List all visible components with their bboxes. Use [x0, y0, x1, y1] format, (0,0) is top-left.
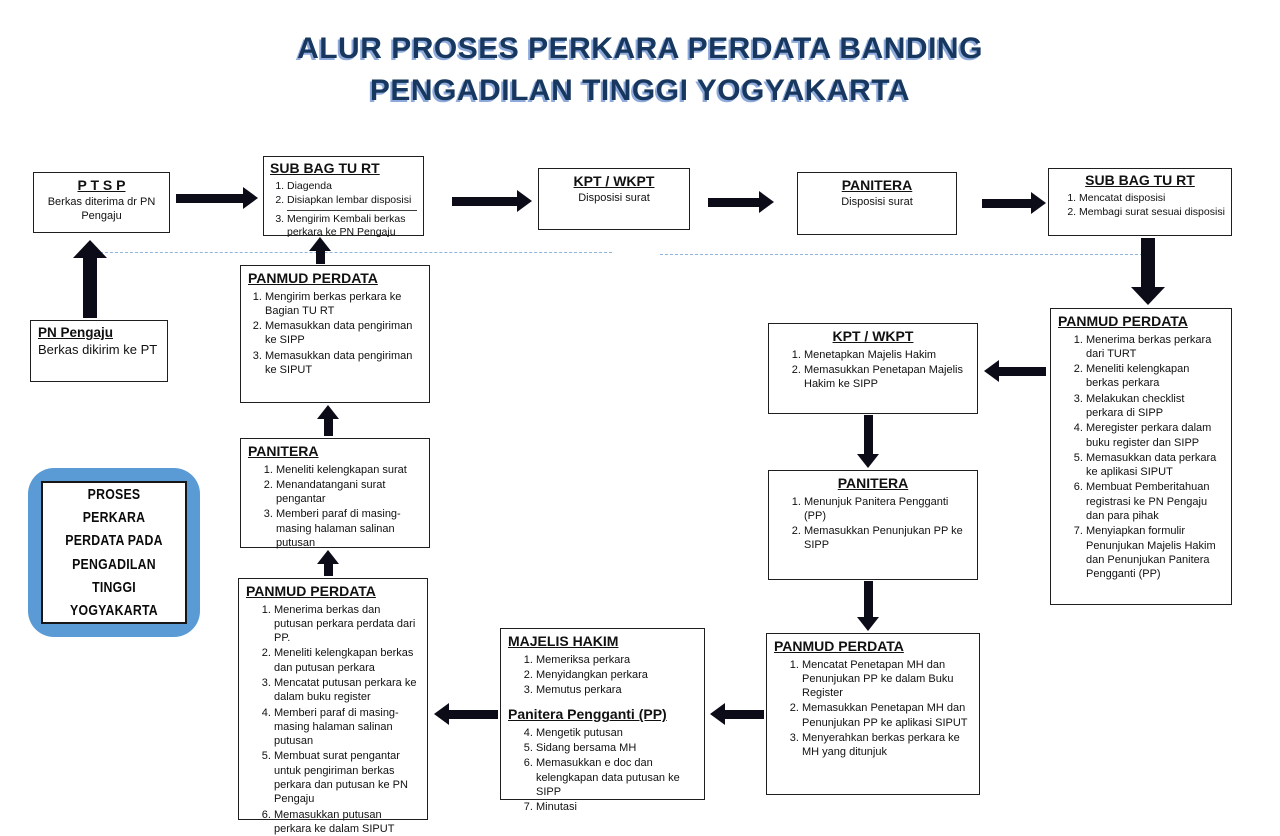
dotted-divider-left: [95, 252, 612, 253]
box-panitera-left-list: [248, 463, 422, 551]
process-badge-inner: [41, 481, 187, 624]
box-pn-pengaju: [30, 320, 168, 382]
box-kpt-wkpt-right-title: KPT / WKPT: [832, 328, 914, 344]
box-panitera-top: [797, 172, 957, 235]
box-panmud-perdata-register-title: PANMUD PERDATA: [1058, 313, 1188, 329]
list-item: 6. Memasukkan e doc dan kelengkapan data putusan ke SIPP: [536, 756, 697, 799]
list-item: 1. Mengirim berkas perkara ke Bagian TU RT: [265, 290, 422, 319]
arrow-panmud-catat-to-majelis-icon: [710, 702, 764, 726]
arrow-panmud-register-to-kpt-right-icon: [984, 359, 1046, 383]
list-item: 2. Membagi surat sesuai disposisi: [1079, 206, 1225, 220]
box-subbag-tu-rt-right: [1048, 168, 1232, 236]
list-item: 1. Memeriksa perkara: [536, 653, 697, 667]
arrow-kpt-to-panitera-icon: [708, 190, 774, 214]
arrow-panmud-terima-to-panitera-icon: [312, 550, 344, 576]
arrow-pn-pengaju-to-ptsp-icon: [72, 240, 108, 318]
box-panmud-perdata-terima-title: PANMUD PERDATA: [246, 583, 376, 599]
box-panmud-perdata-kirim-list: [248, 290, 422, 378]
list-item: 6. Memasukkan putusan perkara ke dalam SIPUT: [274, 808, 420, 836]
box-panmud-perdata-kirim-title: PANMUD PERDATA: [248, 270, 378, 286]
list-item: 1. Meneliti kelengkapan surat: [276, 463, 422, 477]
arrow-subbag-right-to-panmud-register-icon: [1130, 238, 1166, 305]
list-item: 3. Memberi paraf di masing-masing halaman salinan putusan: [276, 507, 422, 550]
box-panitera-left-title: PANITERA: [248, 443, 319, 459]
box-panmud-perdata-register: [1050, 308, 1232, 605]
box-panitera-pengganti-list: [508, 726, 697, 815]
box-kpt-wkpt-top-title: KPT / WKPT: [573, 173, 655, 189]
box-subbag-tu-rt-right-title: SUB BAG TU RT: [1085, 172, 1195, 188]
list-item: 1. Menerima berkas dan putusan perkara perdata dari PP.: [274, 603, 420, 646]
list-item: 3. Memasukkan data pengiriman ke SIPUT: [265, 349, 422, 378]
list-item: 2. Memasukkan Penunjukan PP ke SIPP: [804, 524, 970, 553]
list-item: 1. Menerima berkas perkara dari TURT: [1086, 333, 1224, 362]
box-kpt-wkpt-top-body: Disposisi surat: [578, 191, 650, 204]
box-panmud-perdata-catat: [766, 633, 980, 795]
arrow-panitera-to-subbag-right-icon: [982, 191, 1046, 215]
box-panitera-right-list: [776, 495, 970, 553]
list-item: 2. Menyidangkan perkara: [536, 668, 697, 682]
list-item: 1. Mencatat disposisi: [1079, 192, 1225, 206]
arrow-ptsp-to-subbag-icon: [176, 186, 258, 210]
dotted-divider-right: [660, 254, 1148, 255]
box-ptsp-body: Berkas diterima dr PN Pengaju: [47, 195, 156, 222]
box-majelis-hakim: [500, 628, 705, 814]
page-title-line1: ALUR PROSES PERKARA PERDATA BANDING: [297, 32, 983, 65]
list-item: 1. Diagenda: [287, 180, 417, 194]
list-item: 2. Disiapkan lembar disposisi: [287, 194, 417, 211]
arrow-kpt-right-to-panitera-right-icon: [852, 415, 884, 468]
box-majelis-hakim-list: [508, 653, 697, 698]
box-panmud-perdata-catat-list: [774, 658, 972, 760]
list-item: 5. Memasukkan data perkara ke aplikasi SIPUT: [1086, 451, 1224, 480]
list-item: 5. Membuat surat pengantar untuk pengiriman berkas perkara dan putusan ke PN Pengaju: [274, 749, 420, 806]
list-item: 4. Memberi paraf di masing-masing halaman salinan putusan: [274, 706, 420, 749]
box-panmud-perdata-terima-list: [246, 603, 420, 836]
box-majelis-hakim-title: MAJELIS HAKIM: [508, 633, 619, 649]
list-item: 4. Mengetik putusan: [536, 726, 697, 740]
list-item: 7. Menyiapkan formulir Penunjukan Majelis Hakim dan Penunjukan Panitera Pengganti (PP): [1086, 524, 1224, 581]
box-panitera-top-title: PANITERA: [841, 177, 913, 193]
list-item: 2. Memasukkan Penetapan Majelis Hakim ke SIPP: [804, 363, 970, 392]
page-title: [0, 28, 1280, 112]
arrow-majelis-to-panmud-terima-icon: [434, 702, 498, 726]
arrow-panmud-to-subbag-icon: [304, 237, 336, 264]
process-badge: [28, 468, 200, 637]
list-item: 2. Memasukkan Penetapan MH dan Penunjukan PP ke aplikasi SIPUT: [802, 701, 972, 730]
box-panmud-perdata-catat-title: PANMUD PERDATA: [774, 638, 904, 654]
list-item: 5. Sidang bersama MH: [536, 741, 697, 755]
box-panmud-perdata-kirim: [240, 265, 430, 403]
list-item: 6. Membuat Pemberitahuan registrasi ke PN Pengaju dan para pihak: [1086, 480, 1224, 523]
box-kpt-wkpt-top: [538, 168, 690, 230]
page-title-line2: PENGADILAN TINGGI YOGYAKARTA: [369, 74, 911, 107]
list-item: 2. Meneliti kelengkapan berkas dan putusan perkara: [274, 646, 420, 675]
arrow-panitera-right-to-panmud-catat-icon: [852, 581, 884, 631]
list-item: 2. Menandatangani surat pengantar: [276, 478, 422, 507]
box-ptsp: [33, 172, 170, 233]
arrow-panitera-to-panmud-icon: [312, 405, 344, 436]
list-item: 1. Mencatat Penetapan MH dan Penunjukan PP ke dalam Buku Register: [802, 658, 972, 701]
process-badge-text: PROSES PERKARA PERDATA PADA PENGADILAN TINGGI YOGYAKARTA: [65, 485, 163, 619]
list-item: 3. Melakukan checklist perkara di SIPP: [1086, 392, 1224, 421]
box-panitera-left: [240, 438, 430, 548]
box-subbag-tu-rt-top-title: SUB BAG TU RT: [270, 160, 380, 176]
list-item: 3. Memutus perkara: [536, 683, 697, 697]
list-item: 1. Menetapkan Majelis Hakim: [804, 348, 970, 362]
box-pn-pengaju-body: Berkas dikirim ke PT: [38, 341, 158, 357]
list-item: 3. Mencatat putusan perkara ke dalam buku register: [274, 676, 420, 705]
list-item: 3. Menyerahkan berkas perkara ke MH yang ditunjuk: [802, 731, 972, 760]
box-ptsp-title: P T S P: [77, 177, 126, 193]
list-item: 2. Memasukkan data pengiriman ke SIPP: [265, 319, 422, 348]
box-pn-pengaju-title: PN Pengaju: [38, 325, 114, 340]
list-item: 1. Menunjuk Panitera Pengganti (PP): [804, 495, 970, 524]
box-panmud-perdata-terima: [238, 578, 428, 835]
box-panitera-top-body: Disposisi surat: [841, 195, 913, 208]
box-panitera-right: [768, 470, 978, 580]
list-item: 4. Meregister perkara dalam buku register dan SIPP: [1086, 421, 1224, 450]
box-kpt-wkpt-right: [768, 323, 978, 414]
arrow-subbag-to-kpt-icon: [452, 189, 532, 213]
box-panitera-right-title: PANITERA: [837, 475, 909, 491]
box-subbag-tu-rt-right-list: [1055, 192, 1225, 220]
box-subbag-tu-rt-top-list: [270, 180, 417, 241]
box-kpt-wkpt-right-list: [776, 348, 970, 392]
list-item: 2. Meneliti kelengkapan berkas perkara: [1086, 362, 1224, 391]
box-panmud-perdata-register-list: [1058, 333, 1224, 582]
list-item: 7. Minutasi: [536, 800, 697, 814]
box-panitera-pengganti-title: Panitera Pengganti (PP): [508, 706, 667, 723]
list-item: 3. Mengirim Kembali berkas perkara ke PN Pengaju: [287, 213, 417, 240]
box-subbag-tu-rt-top: [263, 156, 424, 239]
